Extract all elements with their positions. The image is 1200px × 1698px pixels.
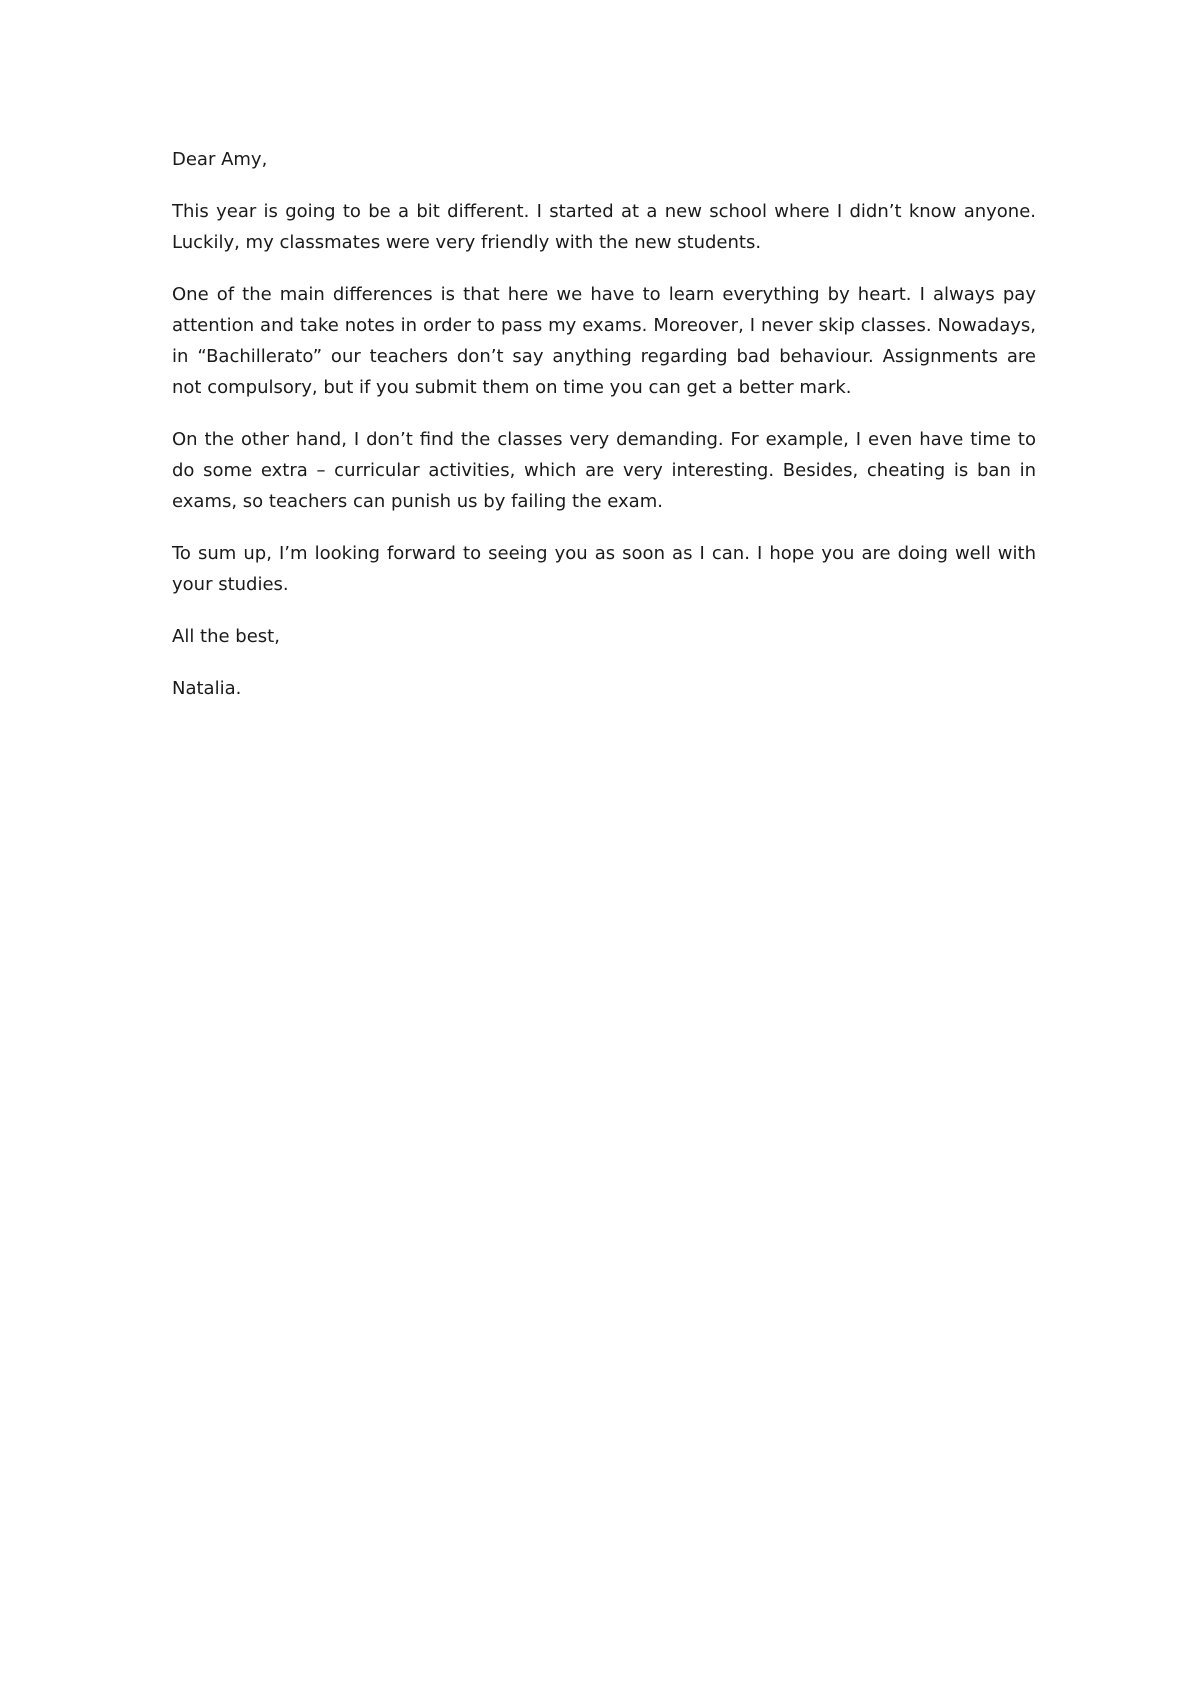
letter-paragraph-4: To sum up, I’m looking forward to seeing you as soon as I can. I hope you are doing well with your studies. — [172, 543, 1036, 595]
letter-paragraph-3: On the other hand, I don’t find the classes very demanding. For example, I even have time to do some extra – curricular activities, which are very interesting. Besides, cheating is ban in exams, so teachers can punish us by failing the exam. — [172, 429, 1036, 512]
letter-signature: Natalia. — [172, 678, 242, 699]
letter-closing: All the best, — [172, 626, 280, 647]
letter-paragraph-1: This year is going to be a bit different. I started at a new school where I didn’t know anyone. Luckily, my classmates were very friendly with the new students. — [172, 201, 1036, 253]
letter-salutation: Dear Amy, — [172, 149, 268, 170]
letter-paragraph-2: One of the main differences is that here we have to learn everything by heart. I always pay attention and take notes in order to pass my exams. Moreover, I never skip classes. Nowadays, in “Bachillerato” our teachers don’t say anything regarding bad behaviour. Assignments are not compulsory, but if you submit them on time you can get a better mark. — [172, 284, 1036, 398]
letter-body — [172, 144, 1036, 725]
